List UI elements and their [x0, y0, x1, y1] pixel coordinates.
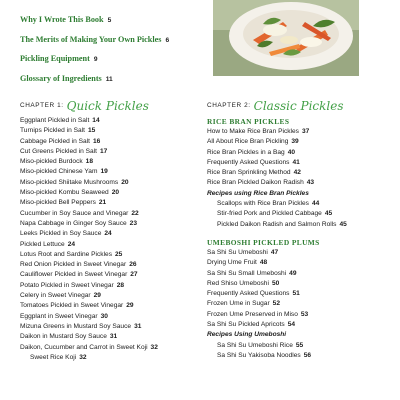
toc-entry[interactable]: [207, 258, 397, 268]
toc-entry[interactable]: [207, 178, 397, 188]
toc-entry[interactable]: [20, 137, 205, 147]
toc-entry-title: Cabbage Pickled in Salt: [20, 137, 91, 145]
toc-entry[interactable]: [207, 158, 397, 168]
chapter-1-entries: [20, 116, 205, 363]
intro-item[interactable]: [20, 49, 210, 69]
toc-entry[interactable]: [207, 209, 397, 219]
toc-entry-title: Daikon, Cucumber and Carrot in Sweet Koji: [20, 343, 148, 351]
recipes-subheading: Recipes Using Umeboshi: [207, 331, 287, 339]
umeboshi-section-heading: UMEBOSHI PICKLED PLUMS: [207, 237, 320, 247]
toc-entry[interactable]: [20, 270, 205, 280]
toc-entry-title: Cucumber in Soy Sauce and Vinegar: [20, 209, 129, 217]
toc-entry-page: 20: [121, 178, 129, 186]
toc-entry[interactable]: [20, 353, 205, 363]
toc-entry-title: Stir-fried Pork and Pickled Cabbage: [217, 210, 322, 218]
toc-entry-page: 24: [104, 230, 112, 238]
pickles-dish-illustration: [213, 0, 359, 76]
chapter-1-heading: [20, 97, 205, 115]
toc-entry-title: Sweet Rice Koji: [30, 353, 77, 361]
toc-entry[interactable]: [207, 351, 397, 361]
toc-entry-page: 45: [339, 220, 347, 228]
toc-entry-title: Miso-pickled Chinese Yam: [20, 168, 98, 176]
toc-entry[interactable]: [207, 168, 397, 178]
toc-entry-page: 40: [287, 148, 296, 156]
toc-entry-title: How to Make Rice Bran Pickles: [207, 128, 299, 135]
toc-entry[interactable]: [20, 198, 205, 208]
intro-item-title: The Merits of Making Your Own Pickles: [20, 34, 162, 44]
intro-item-title: Pickling Equipment: [20, 54, 90, 64]
toc-entry-title: Drying Ume Fruit: [207, 259, 257, 267]
toc-entry[interactable]: [20, 260, 205, 270]
toc-entry[interactable]: [207, 299, 397, 309]
chapter-label: CHAPTER 1:: [20, 102, 64, 109]
toc-entry-page: 24: [67, 240, 76, 248]
toc-entry-page: 17: [99, 147, 108, 155]
toc-entry-page: 25: [115, 250, 123, 258]
toc-entry-title: Sa Shi Su Small Umeboshi: [207, 269, 287, 277]
toc-entry-page: 42: [293, 169, 301, 177]
toc-entry[interactable]: [207, 148, 397, 158]
toc-entry-title: Sa Shi Su Yakisoba Noodles: [217, 351, 301, 359]
toc-entry-page: 44: [311, 200, 320, 208]
toc-entry-page: 52: [272, 300, 281, 308]
toc-entry-page: 43: [306, 179, 315, 187]
toc-entry-title: Eggplant Pickled in Salt: [20, 117, 90, 124]
toc-entry-title: Pickled Daikon Radish and Salmon Rolls: [217, 220, 337, 228]
toc-entry[interactable]: [20, 188, 205, 198]
toc-entry[interactable]: [20, 281, 205, 291]
toc-entry-title: Tomatoes Pickled in Sweet Vinegar: [20, 302, 124, 310]
toc-entry[interactable]: [207, 127, 397, 137]
intro-item-title: Why I Wrote This Book: [20, 15, 104, 24]
toc-entry-page: 37: [301, 128, 310, 135]
toc-entry-page: 51: [292, 290, 300, 298]
intro-item-page: 6: [165, 36, 170, 44]
toc-entry-page: 26: [129, 261, 137, 269]
toc-entry-page: 47: [270, 248, 279, 256]
intro-item-page: 9: [93, 56, 98, 64]
intro-section: [20, 10, 210, 89]
toc-entry-title: Sa Shi Su Umeboshi Rice: [217, 341, 293, 349]
toc-entry-title: Mizuna Greens in Mustard Soy Sauce: [20, 322, 132, 330]
chapter-title: Classic Pickles: [253, 99, 344, 113]
toc-entry-title: Frozen Ume Preserved in Miso: [207, 310, 298, 318]
toc-entry-page: 55: [295, 341, 304, 349]
toc-entry[interactable]: [20, 343, 205, 353]
toc-entry-page: 39: [291, 138, 299, 146]
pickles-dish-photo: [213, 0, 359, 76]
chapter-1-column: [20, 97, 205, 363]
umeboshi-entries: [207, 248, 397, 361]
toc-entry-title: Cut Greens Pickled in Salt: [20, 147, 97, 155]
rice-bran-entries: [207, 127, 397, 230]
toc-entry-title: Frequently Asked Questions: [207, 158, 290, 166]
toc-entry[interactable]: [20, 250, 205, 260]
toc-entry-title: Napa Cabbage in Ginger Soy Sauce: [20, 219, 127, 227]
chapter-title: Quick Pickles: [66, 99, 149, 113]
toc-entry[interactable]: [20, 332, 205, 342]
toc-entry[interactable]: [20, 116, 205, 126]
rice-bran-section-heading: RICE BRAN PICKLES: [207, 117, 290, 126]
toc-entry-page: 20: [111, 189, 120, 197]
toc-entry-title: Red Onion Pickled in Sweet Vinegar: [20, 261, 127, 269]
toc-entry-title: Red Shiso Umeboshi: [207, 279, 269, 287]
toc-entry-page: 23: [129, 219, 138, 227]
toc-entry-title: Lotus Root and Sardine Pickles: [20, 250, 113, 258]
toc-entry-title: Miso-pickled Shiitake Mushrooms: [20, 178, 119, 186]
toc-entry-page: 49: [289, 269, 297, 277]
toc-entry-page: 50: [271, 279, 280, 287]
toc-entry[interactable]: [20, 147, 205, 157]
toc-entry[interactable]: [20, 209, 205, 219]
toc-entry[interactable]: [207, 269, 397, 279]
toc-entry[interactable]: [20, 229, 205, 239]
toc-entry-title: Leeks Pickled in Soy Sauce: [20, 230, 102, 238]
toc-entry-page: 16: [93, 137, 101, 145]
toc-entry[interactable]: [20, 157, 205, 167]
toc-entry[interactable]: [207, 289, 397, 299]
toc-entry-title: Miso-pickled Bell Peppers: [20, 199, 96, 207]
intro-item-page: 5: [107, 17, 112, 24]
recipes-subheading: Recipes using Rice Bran Pickles: [207, 189, 309, 197]
toc-entry[interactable]: [207, 279, 397, 289]
toc-entry[interactable]: [207, 320, 397, 330]
toc-entry-title: Turnips Pickled in Salt: [20, 127, 85, 135]
toc-entry-page: 31: [134, 322, 142, 330]
toc-entry-title: Celery in Sweet Vinegar: [20, 292, 91, 300]
toc-entry[interactable]: [20, 291, 205, 301]
toc-entry[interactable]: [207, 310, 397, 320]
toc-entry-page: 22: [131, 209, 139, 217]
toc-entry-title: Sa Shi Su Pickled Apricots: [207, 321, 285, 329]
toc-entry-page: 29: [126, 302, 134, 310]
toc-entry-page: 18: [85, 158, 94, 166]
toc-entry-title: Miso-pickled Kombu Seaweed: [20, 189, 109, 197]
toc-entry-page: 53: [300, 310, 309, 318]
intro-item-page: 11: [105, 76, 113, 84]
toc-entry[interactable]: [20, 301, 205, 311]
toc-entry-page: 21: [98, 199, 107, 207]
toc-entry-page: 19: [100, 168, 108, 176]
toc-entry[interactable]: [207, 248, 397, 258]
toc-entry-title: Sa Shi Su Umeboshi: [207, 248, 268, 256]
toc-entry-title: Miso-pickled Burdock: [20, 158, 83, 166]
toc-entry-title: Rice Bran Pickled Daikon Radish: [207, 179, 304, 187]
section-gap: [207, 230, 397, 237]
toc-entry[interactable]: [207, 220, 397, 230]
chapter-2-heading: [207, 97, 397, 115]
toc-entry-page: 45: [324, 210, 333, 218]
toc-entry-page: 28: [116, 281, 125, 289]
toc-entry-page: 31: [109, 333, 118, 341]
toc-entry-page: 32: [150, 343, 158, 351]
toc-entry-page: 29: [93, 292, 101, 300]
toc-entry[interactable]: [207, 199, 397, 209]
toc-entry-page: 54: [287, 321, 296, 329]
toc-entry-title: Frozen Ume in Sugar: [207, 300, 270, 308]
toc-entry-title: Rice Bran Sprinkling Method: [207, 169, 291, 177]
chapter-label: CHAPTER 2:: [207, 102, 251, 109]
toc-entry-page: 56: [303, 351, 312, 359]
toc-entry[interactable]: [20, 219, 205, 229]
toc-entry-page: 27: [130, 271, 138, 279]
toc-entry-title: Pickled Lettuce: [20, 240, 65, 248]
intro-item[interactable]: [20, 10, 210, 30]
toc-entry[interactable]: [20, 312, 205, 322]
toc-entry-title: Frequently Asked Questions: [207, 290, 290, 298]
toc-entry-title: Daikon in Mustard Soy Sauce: [20, 333, 107, 341]
toc-entry[interactable]: [207, 137, 397, 147]
toc-entry[interactable]: [20, 240, 205, 250]
toc-entry-page: 48: [259, 259, 268, 267]
toc-entry-title: Scallops with Rice Bran Pickles: [217, 200, 309, 208]
intro-item[interactable]: [20, 30, 210, 50]
chapter-2-column: [207, 97, 397, 361]
intro-item-title: Glossary of Ingredients: [20, 74, 102, 84]
toc-entry[interactable]: [20, 322, 205, 332]
toc-entry[interactable]: [20, 126, 205, 136]
toc-entry[interactable]: [20, 178, 205, 188]
toc-entry-title: All About Rice Bran Pickling: [207, 138, 289, 146]
toc-entry-page: 30: [100, 312, 108, 320]
toc-entry-page: 14: [92, 117, 100, 124]
toc-entry-page: 15: [88, 127, 96, 135]
toc-entry-title: Potato Pickled in Sweet Vinegar: [20, 281, 114, 289]
intro-item[interactable]: [20, 69, 210, 89]
toc-entry[interactable]: [207, 341, 397, 351]
toc-entry-title: Cauliflower Pickled in Sweet Vinegar: [20, 271, 128, 279]
toc-entry-page: 41: [292, 158, 300, 166]
toc-entry-title: Rice Bran Pickles in a Bag: [207, 148, 285, 156]
toc-entry-page: 32: [79, 353, 87, 361]
toc-entry[interactable]: [20, 167, 205, 177]
toc-entry-title: Eggplant in Sweet Vinegar: [20, 312, 98, 320]
